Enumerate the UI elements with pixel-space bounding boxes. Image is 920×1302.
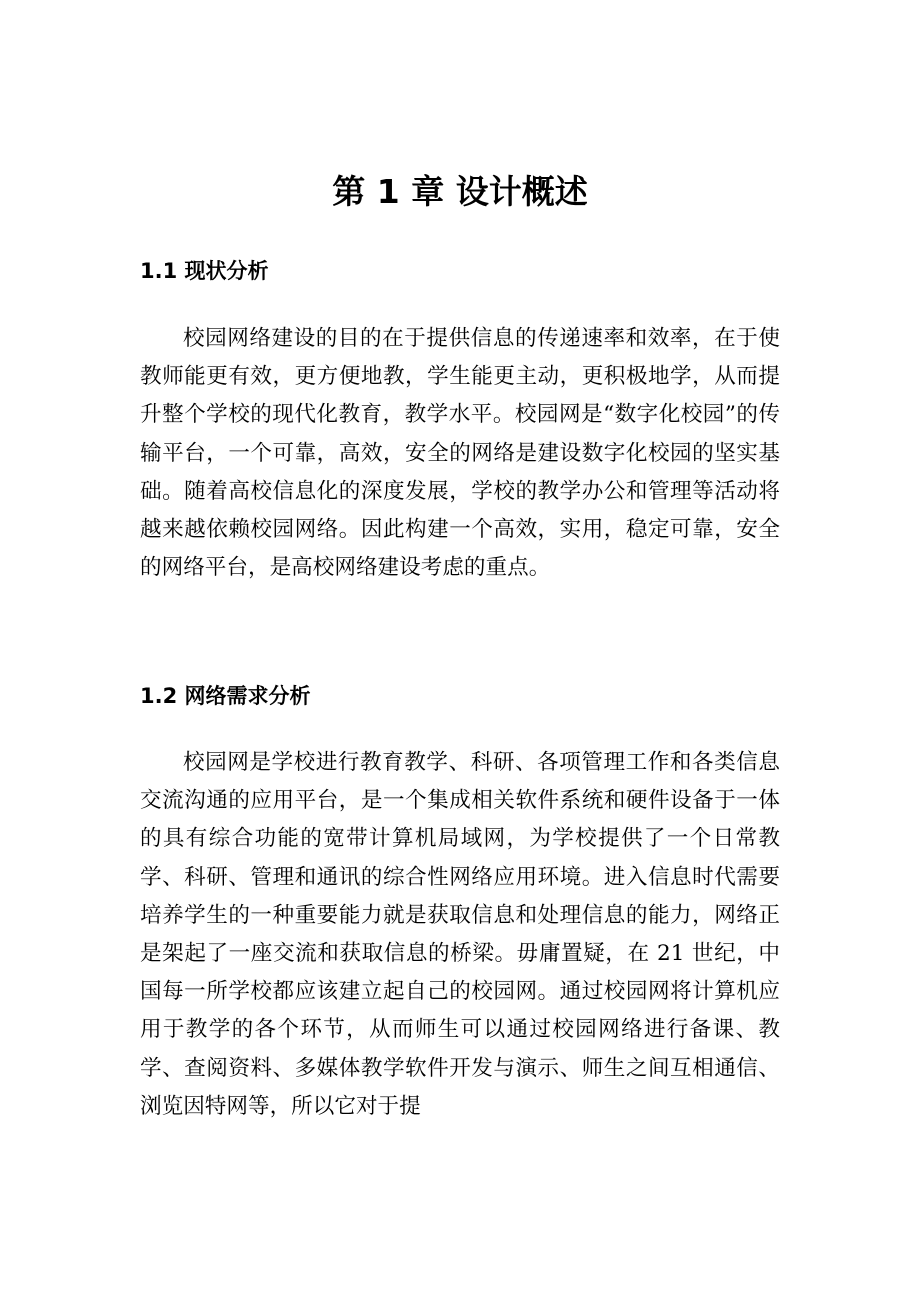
paragraph-status-analysis: 校园网络建设的目的在于提供信息的传递速率和效率，在于使教师能更有效，更方便地教，学生能更主动，更积极地学，从而提升整个学校的现代化教育，教学水平。校园网是“数字化校园”的传输平台，一个可靠，高效，安全的网络是建设数字化校园的坚实基础。随着高校信息化的深度发展，学校的教学办公和管理等活动将越来越依赖校园网络。因此构建一个高效，实用，稳定可靠，安全的网络平台，是高校网络建设考虑的重点。 — [140, 326, 780, 581]
section-heading-network-requirements: 1.2 网络需求分析 — [140, 684, 311, 708]
section-heading-status-analysis: 1.1 现状分析 — [140, 259, 269, 283]
paragraph-network-requirements: 校园网是学校进行教育教学、科研、各项管理工作和各类信息交流沟通的应用平台，是一个集成相关软件系统和硬件设备于一体的具有综合功能的宽带计算机局域网，为学校提供了一个日常教学、科研、管理和通讯的综合性网络应用环境。进入信息时代需要培养学生的一种重要能力就是获取信息和处理信息的能力，网络正是架起了一座交流和获取信息的桥梁。毋庸置疑，在 21 世纪，中国每一所学校都应该建立起自己的校园网。通过校园网将计算机应用于教学的各个环节，从而师生可以通过校园网络进行备课、教学、查阅资料、多媒体教学软件开发与演示、师生之间互相通信、浏览因特网等，所以它对于提 — [140, 750, 780, 1119]
chapter-title: 第 1 章 设计概述 — [332, 172, 588, 211]
